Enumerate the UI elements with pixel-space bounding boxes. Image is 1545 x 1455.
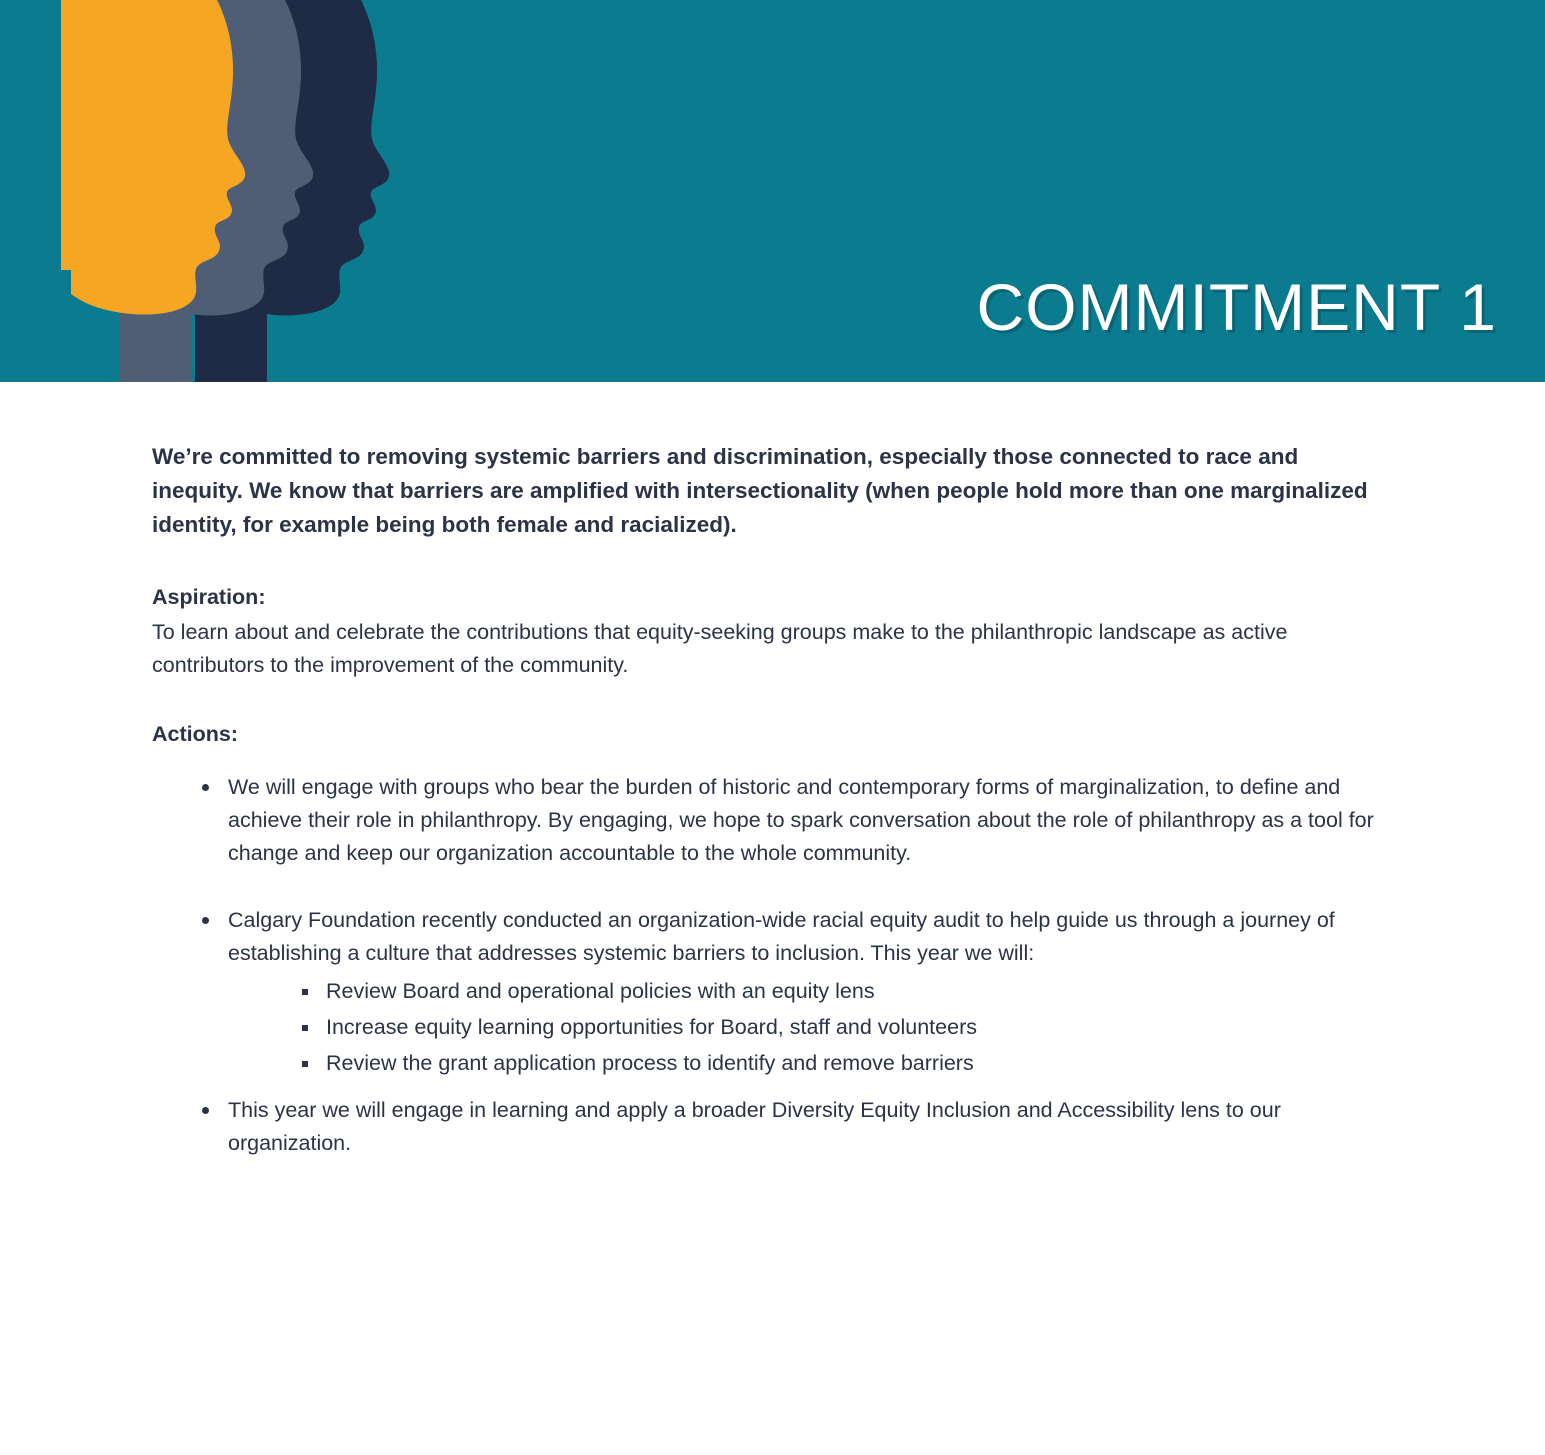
sub-item-text: Review the grant application process to identify and remove barriers: [326, 1050, 974, 1075]
three-profile-heads-illustration: [55, 0, 475, 382]
page-banner: [0, 0, 1545, 382]
aspiration-text: To learn about and celebrate the contributions that equity-seeking groups make to the philanthropic landscape as active contributors to the improvement of the community.: [152, 619, 1288, 677]
lead-paragraph: We’re committed to removing systemic barriers and discrimination, especially those connected to race and inequity. We know that barriers are amplified with intersectionality (when people hold more than one marginalized identity, for example being both female and racialized).: [152, 444, 1368, 538]
list-item-text: This year we will engage in learning and apply a broader Diversity Equity Inclusion and Accessibility lens to our organization.: [228, 1097, 1281, 1155]
list-item-text: Calgary Foundation recently conducted an organization-wide racial equity audit to help guide us through a journey of establishing a culture that addresses systemic barriers to inclusion. This year we will:: [228, 908, 1335, 966]
actions-sublist: [228, 975, 1395, 1080]
list-item: [200, 904, 1395, 1080]
list-item: [300, 1011, 1395, 1044]
list-item: [200, 1094, 1395, 1160]
aspiration-label: Aspiration:: [152, 584, 266, 609]
document-body: [0, 382, 1545, 1160]
list-item: [300, 1047, 1395, 1080]
list-item: [300, 975, 1395, 1008]
actions-label: Actions:: [152, 721, 238, 746]
list-item-text: We will engage with groups who bear the burden of historic and contemporary forms of marginalization, to define and achieve their role in philanthropy. By engaging, we hope to spark conversation about the role of philanthropy as a tool for change and keep our organization accountable to the whole community.: [228, 775, 1374, 866]
sub-item-text: Increase equity learning opportunities for Board, staff and volunteers: [326, 1014, 977, 1039]
list-item: [200, 771, 1395, 870]
actions-list: [152, 771, 1395, 1160]
sub-item-text: Review Board and operational policies with an equity lens: [326, 978, 875, 1003]
banner-title: COMMITMENT 1: [976, 270, 1497, 344]
